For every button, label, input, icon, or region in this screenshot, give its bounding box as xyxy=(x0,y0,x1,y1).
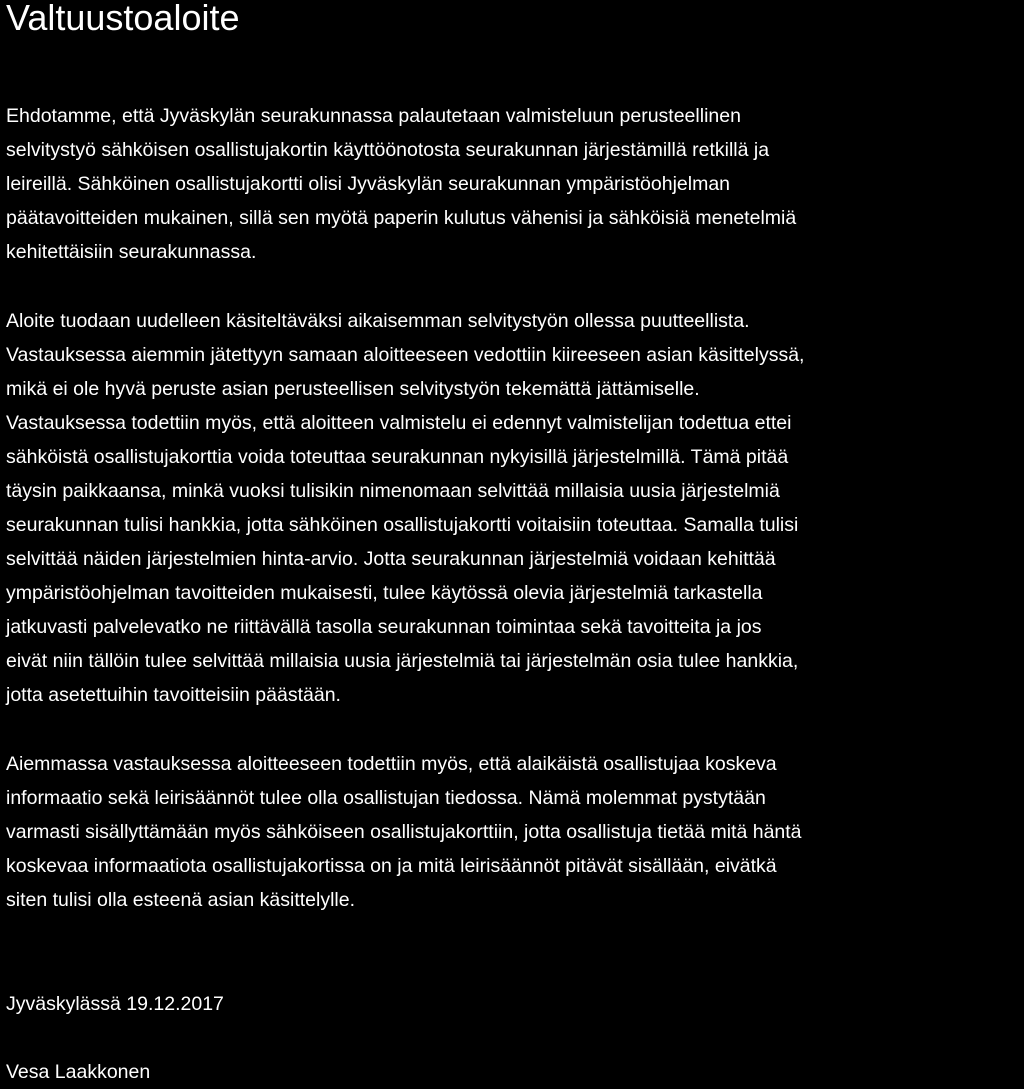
place-and-date: Jyväskylässä 19.12.2017 xyxy=(6,993,224,1015)
signer-name: Vesa Laakkonen xyxy=(6,1061,151,1083)
paragraph-justification: Aloite tuodaan uudelleen käsiteltäväksi aikaisemman selvitystyön ollessa puutteellista. Vastauksessa aiemmin jätettyyn samaan aloitteeseen vedottiin kiireeseen asian käsittelyssä, mikä ei ole hyvä peruste asian perusteellisen selvitystyön tekemättä jättämiselle. Vastauksessa todettiin myös, että aloitteen valmistelu ei edennyt valmistelijan todettua ettei sähköistä osallistujakorttia voida toteuttaa seurakunnan nykyisillä järjestelmillä. Tämä pitää täysin paikkaansa, minkä vuoksi tulisikin nimenomaan selvittää millaisia uusia järjestelmiä seurakunnan tulisi hankkia, jotta sähköinen osallistujakortti voitaisiin toteuttaa. Samalla tulisi selvittää näiden järjestelmien hinta-arvio. Jotta seurakunnan järjestelmiä voidaan kehittää ympäristöohjelman tavoitteiden mukaisesti, tulee käytössä olevia järjestelmiä tarkastella jatkuvasti palvelevatko ne riittävällä tasolla seurakunnan toimintaa sekä tavoitteita ja jos eivät niin tällöin tulee selvittää millaisia uusia järjestelmiä tai järjestelmän osia tulee hankkia, jotta asetettuihin tavoitteisiin päästään. xyxy=(6,310,805,706)
document-title: Valtuustoaloite xyxy=(6,0,240,38)
paragraph-proposal: Ehdotamme, että Jyväskylän seurakunnassa palautetaan valmisteluun perusteellinen selvitystyö sähköisen osallistujakortin käyttöönotosta seurakunnan järjestämillä retkillä ja leireillä. Sähköinen osallistujakortti olisi Jyväskylän seurakunnan ympäristöohjelman päätavoitteiden mukainen, sillä sen myötä paperin kulutus vähenisi ja sähköisiä menetelmiä kehitettäisiin seurakunnassa. xyxy=(6,105,797,263)
paragraph-information: Aiemmassa vastauksessa aloitteeseen todettiin myös, että alaikäistä osallistujaa koskeva informaatio sekä leirisäännöt tulee olla osallistujan tiedossa. Nämä molemmat pystytään varmasti sisällyttämään myös sähköiseen osallistujakorttiin, jotta osallistuja tietää mitä häntä koskevaa informaatiota osallistujakortissa on ja mitä leirisäännöt pitävät sisällään, eivätkä siten tulisi olla esteenä asian käsittelylle. xyxy=(6,753,802,911)
